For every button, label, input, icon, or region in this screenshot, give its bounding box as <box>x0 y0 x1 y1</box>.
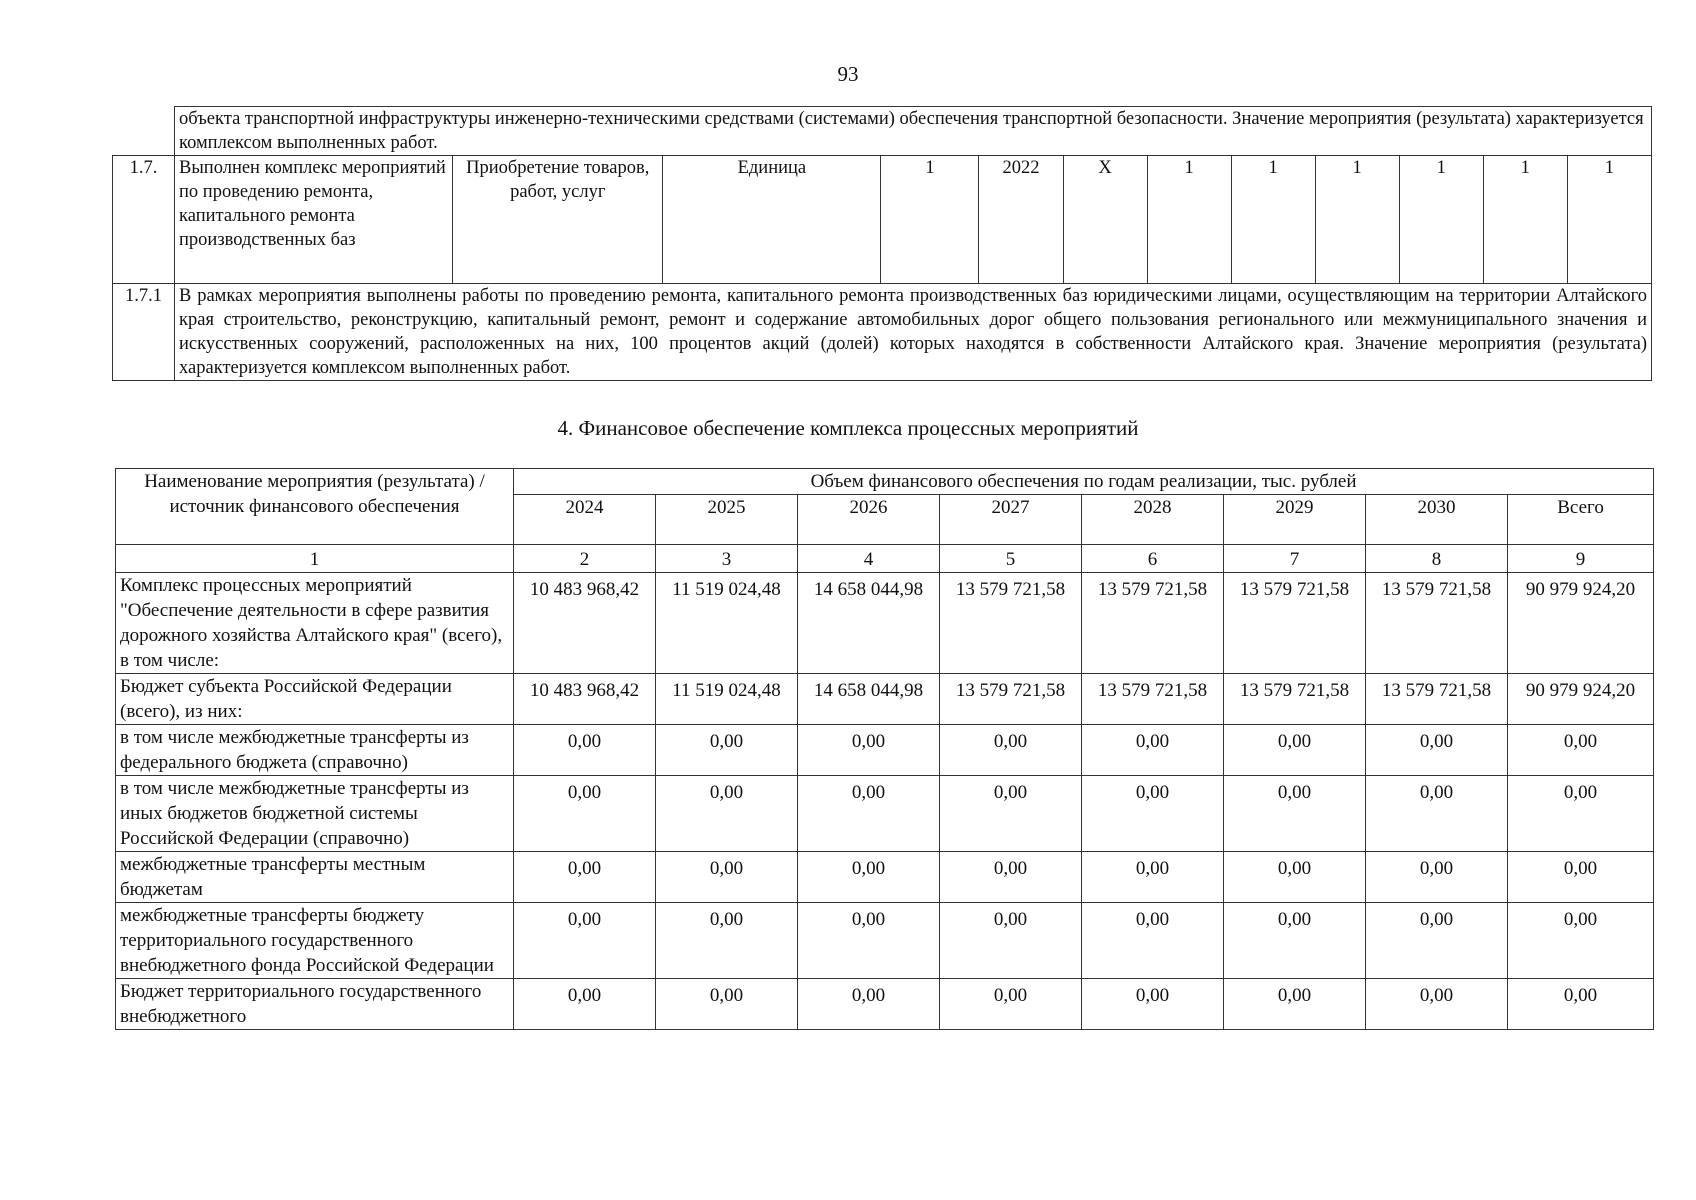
value-cell: 0,00 <box>940 776 1082 852</box>
row-1-7-1 <box>113 284 1652 381</box>
index-cell: 3 <box>656 545 798 573</box>
value-cell: 13 579 721,58 <box>1082 674 1224 725</box>
value-cell: 0,00 <box>1366 979 1508 1030</box>
value-cell: 13 579 721,58 <box>940 573 1082 674</box>
value-cell: 0,00 <box>1082 979 1224 1030</box>
value-cell: 0,00 <box>1224 852 1366 903</box>
value-cell: 10 483 968,42 <box>514 674 656 725</box>
value-cell: 0,00 <box>798 776 940 852</box>
total-cell: 0,00 <box>1508 852 1654 903</box>
value-cell: 0,00 <box>1224 979 1366 1030</box>
row-label: в том числе межбюджетные трансферты из федерального бюджета (справочно) <box>116 725 514 776</box>
header-row-group <box>116 469 1654 495</box>
value-cell: 14 658 044,98 <box>798 573 940 674</box>
value-cell: 0,00 <box>656 903 798 979</box>
page-number: 93 <box>837 62 859 86</box>
value-cell: 0,00 <box>656 979 798 1030</box>
row-label: межбюджетные трансферты бюджету территориального государственного внебюджетного фонда Российской Федерации <box>116 903 514 979</box>
value-cell: 0,00 <box>1224 725 1366 776</box>
value-cell: 13 579 721,58 <box>1224 573 1366 674</box>
table-row <box>116 979 1654 1030</box>
row-unit: Единица <box>663 156 881 284</box>
results-table-continuation <box>112 106 1652 381</box>
row-name: Выполнен комплекс мероприятий по проведению ремонта, капитального ремонта производственных баз <box>175 156 453 284</box>
value-cell: 13 579 721,58 <box>1082 573 1224 674</box>
row-cell: 1 <box>1483 156 1567 284</box>
value-cell: 0,00 <box>798 852 940 903</box>
total-cell: 0,00 <box>1508 979 1654 1030</box>
total-cell: 0,00 <box>1508 903 1654 979</box>
year-header: 2024 <box>514 495 656 545</box>
value-cell: 10 483 968,42 <box>514 573 656 674</box>
col1-header: Наименование мероприятия (результата) / источник финансового обеспечения <box>116 469 514 545</box>
value-cell: 0,00 <box>656 776 798 852</box>
index-cell: 9 <box>1508 545 1654 573</box>
year-header: 2030 <box>1366 495 1508 545</box>
value-cell: 0,00 <box>514 725 656 776</box>
value-cell: 13 579 721,58 <box>940 674 1082 725</box>
row-cell: 1 <box>1399 156 1483 284</box>
year-header: 2026 <box>798 495 940 545</box>
section-title: 4. Финансовое обеспечение комплекса процессных мероприятий <box>557 416 1139 440</box>
index-cell: 4 <box>798 545 940 573</box>
row-1-7 <box>113 156 1652 284</box>
total-header: Всего <box>1508 495 1654 545</box>
index-cell: 8 <box>1366 545 1508 573</box>
row-cell: 1 <box>1567 156 1651 284</box>
value-cell: 0,00 <box>798 979 940 1030</box>
total-cell: 0,00 <box>1508 776 1654 852</box>
row-text: В рамках мероприятия выполнены работы по проведению ремонта, капитального ремонта производственных баз юридическими лицами, осуществляющим на территории Алтайского края строительство, реконструкцию, капитальный ремонт, ремонт и содержание автомобильных дорог общего пользования регионального или межмуниципального значения и искусственных сооружений, расположенных на них, 100 процентов акций (долей) которых находятся в собственности Алтайского края. Значение мероприятия (результата) характеризуется комплексом выполненных работ. <box>175 284 1652 381</box>
row-label: межбюджетные трансферты местным бюджетам <box>116 852 514 903</box>
intro-text: объекта транспортной инфраструктуры инженерно-техническими средствами (системами) обеспечения транспортной безопасности. Значение мероприятия (результата) характеризуется комплексом выполненных работ. <box>175 107 1652 156</box>
value-cell: 11 519 024,48 <box>656 674 798 725</box>
row-cell: 1 <box>1147 156 1231 284</box>
row-type: Приобретение товаров, работ, услуг <box>453 156 663 284</box>
value-cell: 0,00 <box>656 725 798 776</box>
row-number: 1.7.1 <box>113 284 175 381</box>
table-row <box>116 903 1654 979</box>
value-cell: 0,00 <box>1082 725 1224 776</box>
value-cell: 0,00 <box>1366 903 1508 979</box>
index-cell: 2 <box>514 545 656 573</box>
value-cell: 0,00 <box>514 852 656 903</box>
index-row <box>116 545 1654 573</box>
value-cell: 0,00 <box>798 725 940 776</box>
group-header: Объем финансового обеспечения по годам реализации, тыс. рублей <box>514 469 1654 495</box>
index-cell: 1 <box>116 545 514 573</box>
table-row <box>116 725 1654 776</box>
row-label: в том числе межбюджетные трансферты из иных бюджетов бюджетной системы Российской Федерации (справочно) <box>116 776 514 852</box>
row-number: 1.7. <box>113 156 175 284</box>
value-cell: 0,00 <box>514 776 656 852</box>
year-header: 2028 <box>1082 495 1224 545</box>
row-cell: 1 <box>1315 156 1399 284</box>
row-label: Комплекс процессных мероприятий "Обеспечение деятельности в сфере развития дорожного хозяйства Алтайского края" (всего), в том числе: <box>116 573 514 674</box>
value-cell: 0,00 <box>940 979 1082 1030</box>
total-cell: 90 979 924,20 <box>1508 573 1654 674</box>
value-cell: 0,00 <box>514 903 656 979</box>
value-cell: 11 519 024,48 <box>656 573 798 674</box>
row-cell: 1 <box>1231 156 1315 284</box>
year-header: 2029 <box>1224 495 1366 545</box>
row-cell: X <box>1063 156 1147 284</box>
table-row <box>116 776 1654 852</box>
value-cell: 0,00 <box>1224 903 1366 979</box>
index-cell: 7 <box>1224 545 1366 573</box>
intro-row <box>113 107 1652 156</box>
value-cell: 0,00 <box>940 852 1082 903</box>
intro-number-cell <box>113 107 175 156</box>
financing-table <box>115 468 1654 1030</box>
index-cell: 5 <box>940 545 1082 573</box>
value-cell: 0,00 <box>1224 776 1366 852</box>
value-cell: 13 579 721,58 <box>1366 573 1508 674</box>
value-cell: 0,00 <box>1366 852 1508 903</box>
value-cell: 13 579 721,58 <box>1224 674 1366 725</box>
value-cell: 0,00 <box>940 725 1082 776</box>
table-row <box>116 573 1654 674</box>
row-label: Бюджет субъекта Российской Федерации (всего), из них: <box>116 674 514 725</box>
table-row <box>116 674 1654 725</box>
year-header: 2025 <box>656 495 798 545</box>
row-base-year: 2022 <box>979 156 1063 284</box>
value-cell: 0,00 <box>1082 903 1224 979</box>
table-row <box>116 852 1654 903</box>
row-label: Бюджет территориального государственного внебюджетного <box>116 979 514 1030</box>
value-cell: 0,00 <box>1082 852 1224 903</box>
value-cell: 0,00 <box>940 903 1082 979</box>
index-cell: 6 <box>1082 545 1224 573</box>
total-cell: 0,00 <box>1508 725 1654 776</box>
year-header: 2027 <box>940 495 1082 545</box>
value-cell: 0,00 <box>1366 725 1508 776</box>
row-base-value: 1 <box>881 156 979 284</box>
value-cell: 0,00 <box>1082 776 1224 852</box>
total-cell: 90 979 924,20 <box>1508 674 1654 725</box>
value-cell: 0,00 <box>656 852 798 903</box>
value-cell: 13 579 721,58 <box>1366 674 1508 725</box>
value-cell: 0,00 <box>1366 776 1508 852</box>
value-cell: 14 658 044,98 <box>798 674 940 725</box>
value-cell: 0,00 <box>514 979 656 1030</box>
value-cell: 0,00 <box>798 903 940 979</box>
